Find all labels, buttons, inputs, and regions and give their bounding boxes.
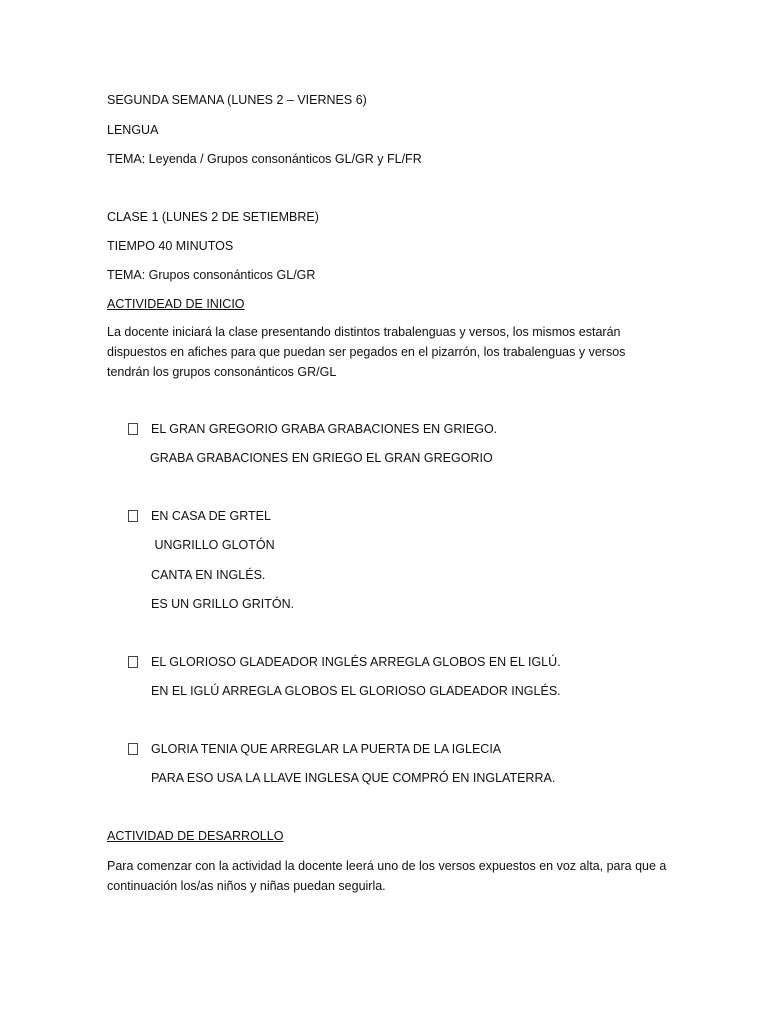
verse-3-line-2: EN EL IGLÚ ARREGLA GLOBOS EL GLORIOSO GLADEADOR INGLÉS. bbox=[151, 684, 561, 698]
verse-2-line-4: ES UN GRILLO GRITÓN. bbox=[151, 597, 295, 611]
verse-4-line-2: PARA ESO USA LA LLAVE INGLESA QUE COMPRÓ EN INGLATERRA. bbox=[151, 771, 556, 785]
verse-2-line-2: UNGRILLO GLOTÓN bbox=[151, 538, 275, 552]
verse-1-line-1: EL GRAN GREGORIO GRABA GRABACIONES EN GRIEGO. bbox=[151, 422, 498, 436]
bullet-icon bbox=[128, 510, 138, 522]
desarrollo-paragraph: Para comenzar con la actividad la docente leerá uno de los versos expuestos en voz alta, para que a continuación los/as niños y niñas puedan seguirla. bbox=[107, 859, 667, 893]
desarrollo-heading: ACTIVIDAD DE DESARROLLO bbox=[107, 829, 284, 843]
bullet-icon bbox=[128, 743, 138, 755]
class-title: CLASE 1 (LUNES 2 DE SETIEMBRE) bbox=[107, 210, 319, 224]
topic-line: TEMA: Leyenda / Grupos consonánticos GL/GR y FL/FR bbox=[107, 152, 422, 166]
inicio-paragraph: La docente iniciará la clase presentando distintos trabalenguas y versos, los mismos estarán dispuestos en afiches para que puedan ser pegados en el pizarrón, los trabalenguas y versos tendrán los grupos consonánticos GR/GL bbox=[107, 325, 626, 379]
verse-2-line-3: CANTA EN INGLÉS. bbox=[151, 568, 266, 582]
class-time: TIEMPO 40 MINUTOS bbox=[107, 239, 234, 253]
verse-1-line-2: GRABA GRABACIONES EN GRIEGO EL GRAN GREGORIO bbox=[150, 451, 493, 465]
verse-3-line-1: EL GLORIOSO GLADEADOR INGLÉS ARREGLA GLOBOS EN EL IGLÚ. bbox=[151, 655, 561, 669]
class-topic: TEMA: Grupos consonánticos GL/GR bbox=[107, 268, 316, 282]
subject-line: LENGUA bbox=[107, 123, 159, 137]
bullet-icon bbox=[128, 423, 138, 435]
bullet-icon bbox=[128, 656, 138, 668]
week-line: SEGUNDA SEMANA (LUNES 2 – VIERNES 6) bbox=[107, 93, 367, 107]
verse-4-line-1: GLORIA TENIA QUE ARREGLAR LA PUERTA DE LA IGLECIA bbox=[151, 742, 502, 756]
verse-2-line-1: EN CASA DE GRTEL bbox=[151, 509, 271, 523]
inicio-heading: ACTIVIDEAD DE INICIO bbox=[107, 297, 245, 311]
